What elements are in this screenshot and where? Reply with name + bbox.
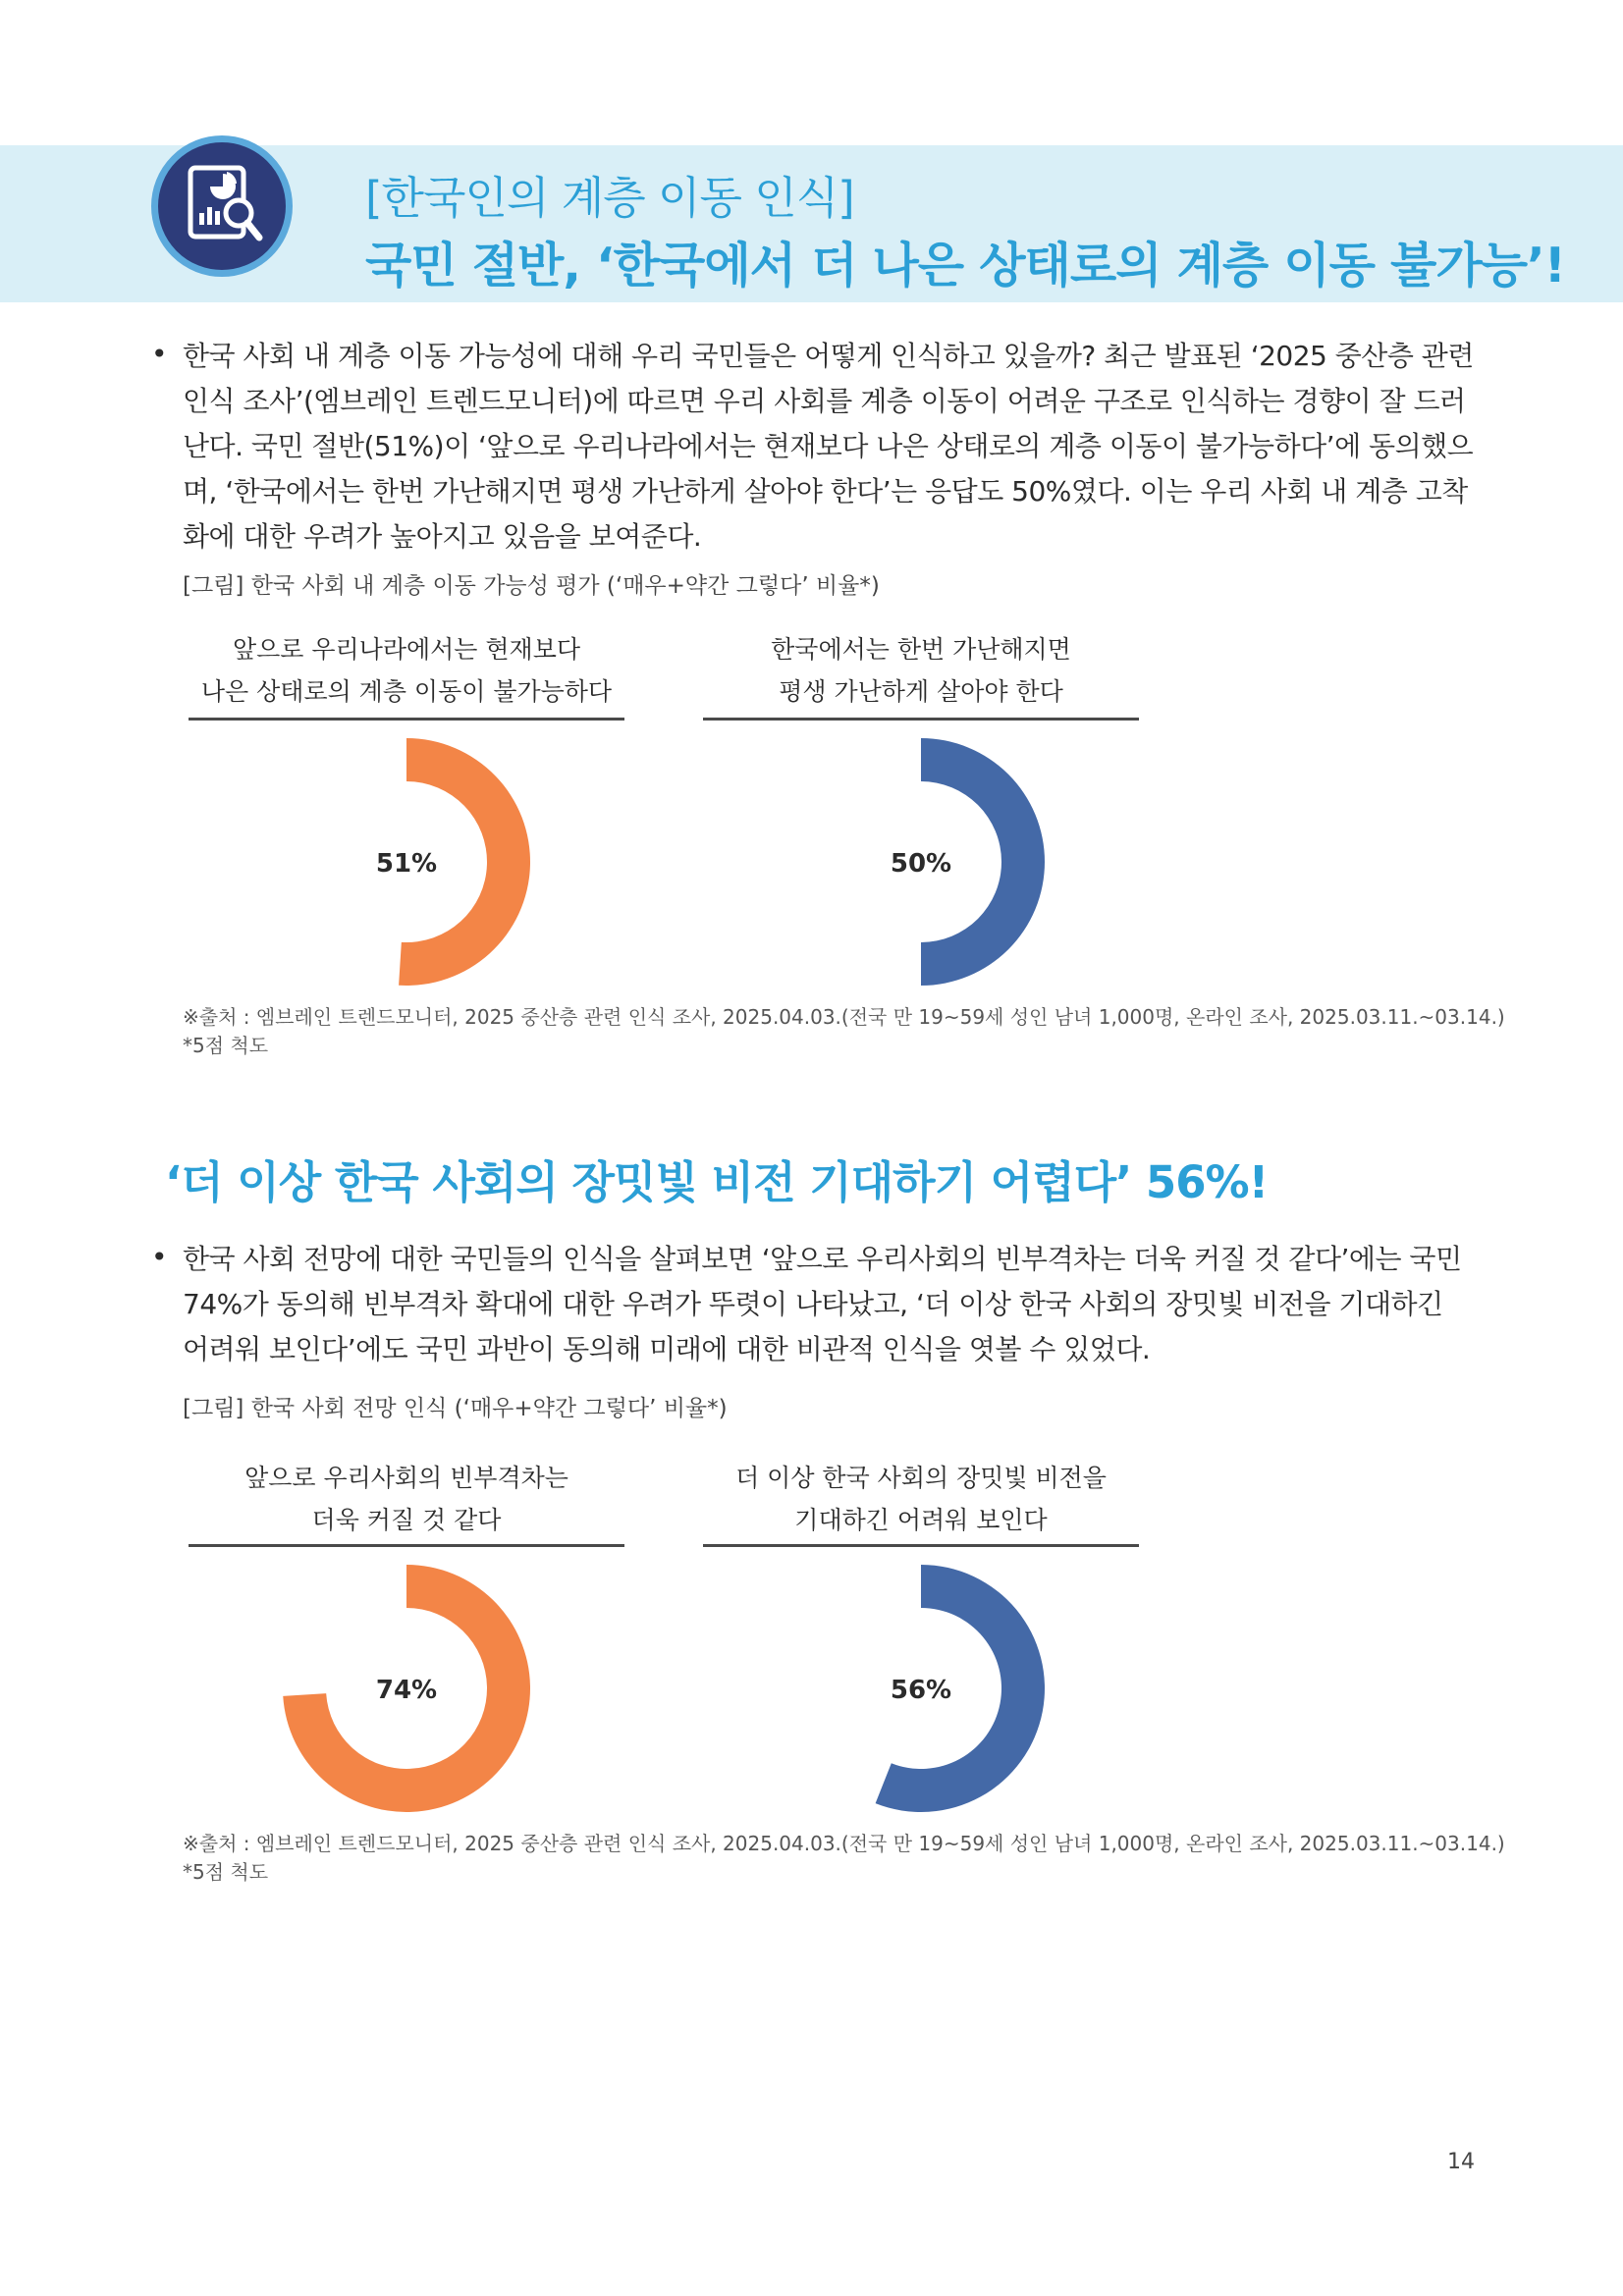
header-subtitle: [한국인의 계층 이동 인식] <box>365 172 854 224</box>
donut-value-label-2: 50% <box>890 849 952 879</box>
section2-paragraph: 한국 사회 전망에 대한 국민들의 인식을 살펴보면 ‘앞으로 우리사회의 빈부격차는 더욱 커질 것 같다’에는 국민 74%가 동의해 빈부격차 확대에 대한 우려가 뚜렷이 나타났고, ‘더 이상 한국 사회의 장밋빛 비전을 기대하긴 어려워 보인다’에도 국민 과반이 동의해 미래에 대한 비관적 인식을 엿볼 수 있었다. <box>183 1243 1462 1365</box>
bullet-marker: • <box>151 1241 168 1273</box>
donut-value-label-3: 74% <box>375 1676 438 1705</box>
chart3-title: 앞으로 우리사회의 빈부격차는 더욱 커질 것 같다 <box>244 1464 568 1534</box>
section1-source: ※출처 : 엠브레인 트렌드모니터, 2025 중산층 관련 인식 조사, 2025.04.03.(전국 만 19~59세 성인 남녀 1,000명, 온라인 조사, 2025.03.11.~03.14.) *5점 척도 <box>183 1005 1505 1057</box>
donut-chart-4 <box>725 1565 1117 1812</box>
chart2-title: 한국에서는 한번 가난해지면 평생 가난하게 살아야 한다 <box>771 635 1071 706</box>
donut-chart-1 <box>210 738 603 986</box>
chart4-title: 더 이상 한국 사회의 장밋빛 비전을 기대하긴 어려워 보인다 <box>735 1464 1107 1534</box>
chart3-rule <box>189 1544 624 1547</box>
report-chart-magnifier-icon <box>151 135 293 277</box>
section2-source: ※출처 : 엠브레인 트렌드모니터, 2025 중산층 관련 인식 조사, 2025.04.03.(전국 만 19~59세 성인 남녀 1,000명, 온라인 조사, 2025.03.11.~03.14.) *5점 척도 <box>183 1832 1505 1884</box>
section2-heading: ‘더 이상 한국 사회의 장밋빛 비전 기대하기 어렵다’ 56%! <box>165 1156 1269 1208</box>
page-number: 14 <box>1447 2150 1475 2174</box>
donut-chart-3 <box>210 1565 603 1812</box>
donut-value-label-4: 56% <box>890 1676 952 1705</box>
chart2-rule <box>703 718 1139 721</box>
chart1-title: 앞으로 우리나라에서는 현재보다 나은 상태로의 계층 이동이 불가능하다 <box>200 635 613 706</box>
section1-paragraph: 한국 사회 내 계층 이동 가능성에 대해 우리 국민들은 어떻게 인식하고 있을까? 최근 발표된 ‘2025 중산층 관련 인식 조사’(엠브레인 트렌드모니터)에 따르면 우리 사회를 계층 이동이 어려운 구조로 인식하는 경향이 잘 드러난다. 국민 절반(51%)이 ‘앞으로 우리나라에서는 현재보다 나은 상태로의 계층 이동이 불가능하다’에 동의했으며, ‘한국에서는 한번 가난해지면 평생 가난하게 살아야 한다’는 응답도 50%였다. 이는 우리 사회 내 계층 고착화에 대한 우려가 높아지고 있음을 보여준다. <box>183 340 1474 553</box>
donut-chart-2 <box>725 738 1117 986</box>
chart1-rule <box>189 718 624 721</box>
section1-figure-caption: [그림] 한국 사회 내 계층 이동 가능성 평가 (‘매우+약간 그렇다’ 비율*) <box>183 573 880 599</box>
bullet-marker: • <box>151 338 168 370</box>
header-title: 국민 절반, ‘한국에서 더 나은 상태로의 계층 이동 불가능’! <box>365 238 1566 294</box>
donut-value-label-1: 51% <box>375 849 438 879</box>
chart4-rule <box>703 1544 1139 1547</box>
section2-figure-caption: [그림] 한국 사회 전망 인식 (‘매우+약간 그렇다’ 비율*) <box>183 1396 728 1421</box>
